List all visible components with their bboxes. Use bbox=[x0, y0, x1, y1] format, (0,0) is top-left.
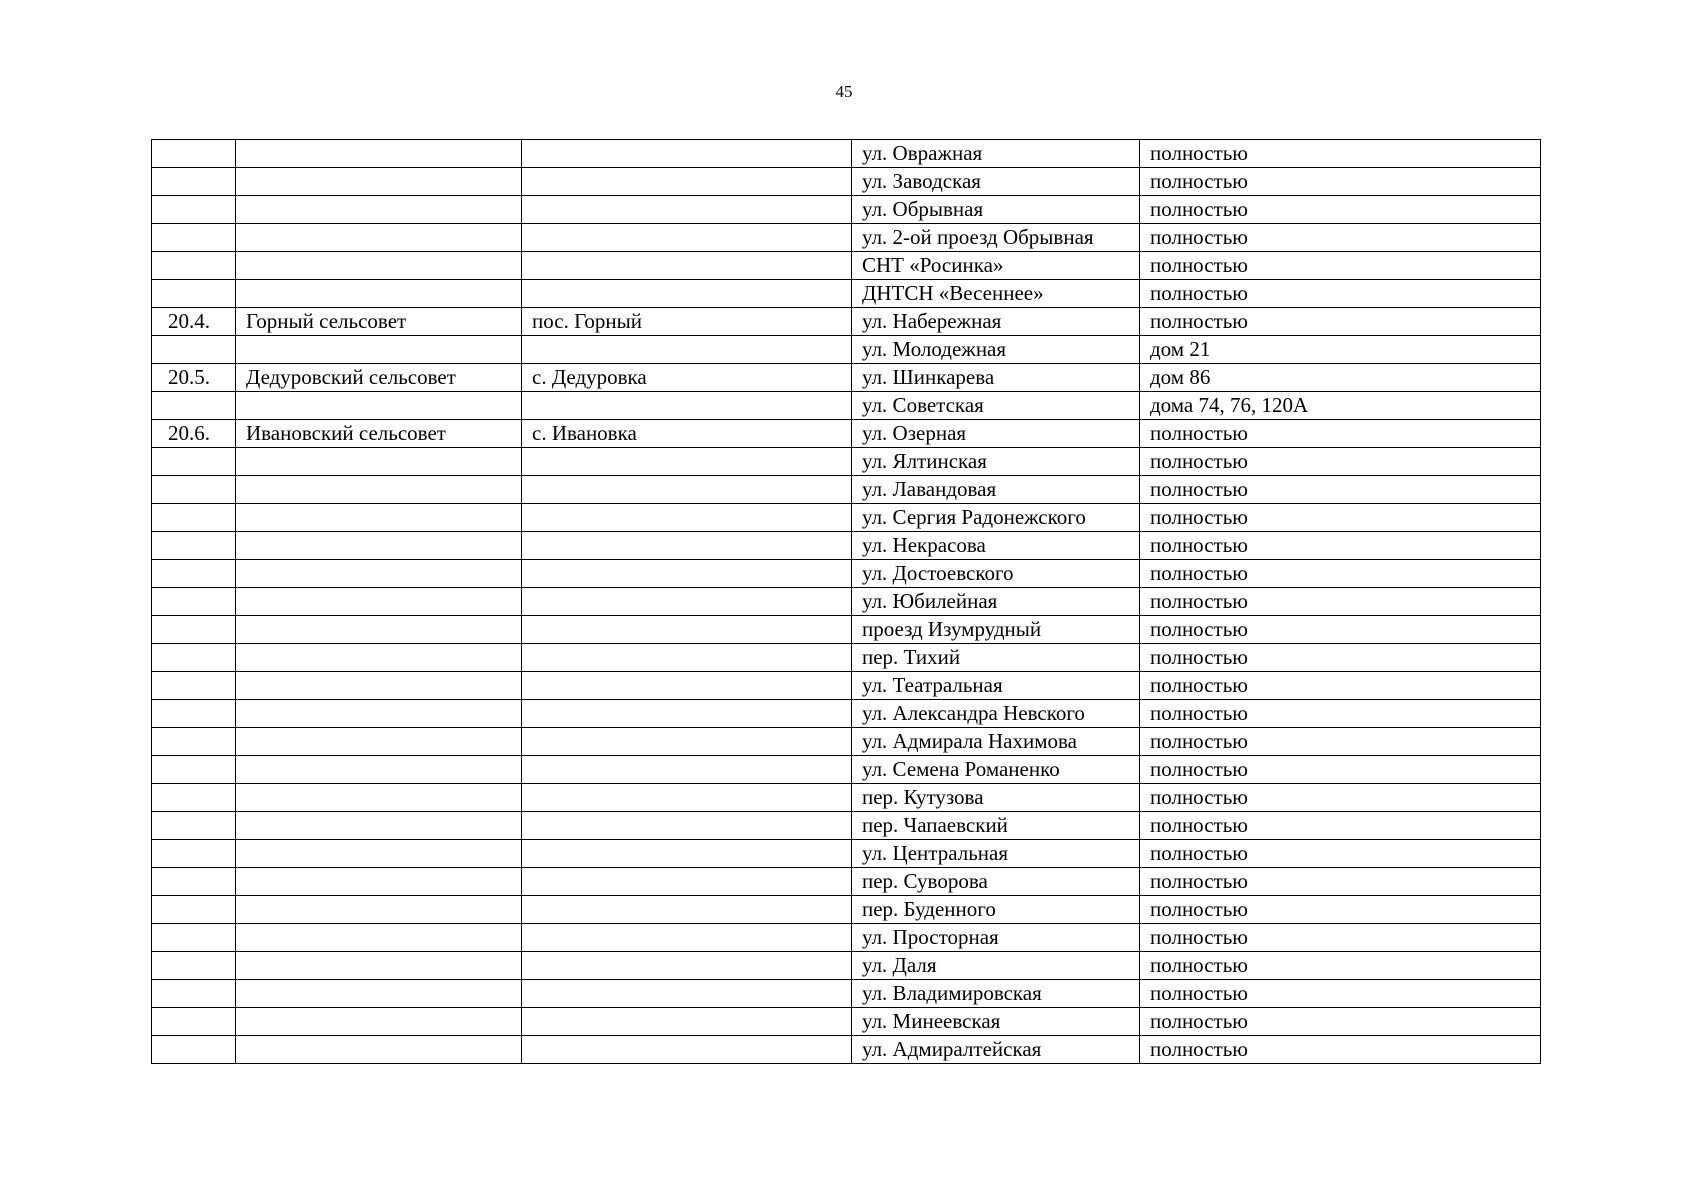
street-cell: ул. Сергия Радонежского bbox=[852, 504, 1140, 532]
council-cell bbox=[236, 644, 522, 672]
table-row bbox=[152, 728, 1541, 756]
table-row bbox=[152, 616, 1541, 644]
row-number-cell bbox=[152, 392, 236, 420]
row-number-cell bbox=[152, 784, 236, 812]
table-row bbox=[152, 952, 1541, 980]
council-cell bbox=[236, 840, 522, 868]
settlement-cell bbox=[522, 756, 852, 784]
extent-cell: полностью bbox=[1140, 252, 1541, 280]
settlement-cell bbox=[522, 952, 852, 980]
extent-cell: полностью bbox=[1140, 196, 1541, 224]
settlement-cell bbox=[522, 616, 852, 644]
council-cell bbox=[236, 728, 522, 756]
settlement-cell bbox=[522, 840, 852, 868]
settlement-cell: с. Дедуровка bbox=[522, 364, 852, 392]
row-number-cell bbox=[152, 980, 236, 1008]
table-row bbox=[152, 476, 1541, 504]
council-cell bbox=[236, 672, 522, 700]
settlement-cell bbox=[522, 896, 852, 924]
street-cell: пер. Чапаевский bbox=[852, 812, 1140, 840]
settlement-cell bbox=[522, 560, 852, 588]
page-number: 45 bbox=[835, 82, 853, 101]
extent-cell: полностью bbox=[1140, 840, 1541, 868]
row-number-cell: 20.4. bbox=[152, 308, 236, 336]
settlement-cell bbox=[522, 1036, 852, 1064]
settlement-cell bbox=[522, 700, 852, 728]
extent-cell: полностью bbox=[1140, 448, 1541, 476]
table-row bbox=[152, 980, 1541, 1008]
settlement-cell bbox=[522, 196, 852, 224]
street-cell: ул. Юбилейная bbox=[852, 588, 1140, 616]
extent-cell: полностью bbox=[1140, 588, 1541, 616]
council-cell bbox=[236, 980, 522, 1008]
row-number-cell bbox=[152, 560, 236, 588]
street-cell: ул. Минеевская bbox=[852, 1008, 1140, 1036]
extent-cell: полностью bbox=[1140, 504, 1541, 532]
council-cell bbox=[236, 168, 522, 196]
council-cell bbox=[236, 952, 522, 980]
table-row bbox=[152, 588, 1541, 616]
table-row bbox=[152, 672, 1541, 700]
extent-cell: полностью bbox=[1140, 140, 1541, 168]
row-number-cell bbox=[152, 252, 236, 280]
council-cell bbox=[236, 812, 522, 840]
settlement-cell bbox=[522, 644, 852, 672]
extent-cell: дом 21 bbox=[1140, 336, 1541, 364]
council-cell bbox=[236, 616, 522, 644]
settlement-cell bbox=[522, 392, 852, 420]
council-cell bbox=[236, 476, 522, 504]
table-body bbox=[152, 140, 1541, 1064]
table-row bbox=[152, 896, 1541, 924]
extent-cell: полностью bbox=[1140, 896, 1541, 924]
row-number-cell bbox=[152, 280, 236, 308]
street-cell: ул. Некрасова bbox=[852, 532, 1140, 560]
extent-cell: полностью bbox=[1140, 168, 1541, 196]
row-number-cell bbox=[152, 224, 236, 252]
extent-cell: полностью bbox=[1140, 700, 1541, 728]
street-cell: ул. Обрывная bbox=[852, 196, 1140, 224]
extent-cell: полностью bbox=[1140, 728, 1541, 756]
council-cell bbox=[236, 756, 522, 784]
street-cell: пер. Суворова bbox=[852, 868, 1140, 896]
council-cell bbox=[236, 196, 522, 224]
settlement-cell bbox=[522, 784, 852, 812]
row-number-cell bbox=[152, 476, 236, 504]
extent-cell: полностью bbox=[1140, 308, 1541, 336]
street-cell: проезд Изумрудный bbox=[852, 616, 1140, 644]
street-cell: ул. Советская bbox=[852, 392, 1140, 420]
street-cell: ул. Даля bbox=[852, 952, 1140, 980]
settlement-cell bbox=[522, 1008, 852, 1036]
row-number-cell bbox=[152, 504, 236, 532]
extent-cell: полностью bbox=[1140, 476, 1541, 504]
row-number-cell bbox=[152, 168, 236, 196]
row-number-cell bbox=[152, 448, 236, 476]
extent-cell: полностью bbox=[1140, 952, 1541, 980]
row-number-cell bbox=[152, 196, 236, 224]
settlement-cell bbox=[522, 980, 852, 1008]
row-number-cell bbox=[152, 644, 236, 672]
settlement-cell bbox=[522, 532, 852, 560]
street-cell: ул. 2-ой проезд Обрывная bbox=[852, 224, 1140, 252]
table-row bbox=[152, 448, 1541, 476]
row-number-cell bbox=[152, 336, 236, 364]
extent-cell: полностью bbox=[1140, 756, 1541, 784]
row-number-cell bbox=[152, 756, 236, 784]
extent-cell: дом 86 bbox=[1140, 364, 1541, 392]
table-row bbox=[152, 700, 1541, 728]
table-row bbox=[152, 784, 1541, 812]
extent-cell: полностью bbox=[1140, 616, 1541, 644]
street-cell: ул. Владимировская bbox=[852, 980, 1140, 1008]
table-row bbox=[152, 224, 1541, 252]
settlement-cell bbox=[522, 448, 852, 476]
extent-cell: полностью bbox=[1140, 980, 1541, 1008]
street-cell: ул. Лавандовая bbox=[852, 476, 1140, 504]
council-cell bbox=[236, 588, 522, 616]
settlement-cell bbox=[522, 476, 852, 504]
extent-cell: полностью bbox=[1140, 420, 1541, 448]
street-cell: ул. Набережная bbox=[852, 308, 1140, 336]
table-row bbox=[152, 392, 1541, 420]
settlement-cell bbox=[522, 280, 852, 308]
street-cell: ул. Шинкарева bbox=[852, 364, 1140, 392]
settlement-cell bbox=[522, 812, 852, 840]
council-cell bbox=[236, 532, 522, 560]
settlement-cell bbox=[522, 252, 852, 280]
row-number-cell bbox=[152, 868, 236, 896]
settlement-cell bbox=[522, 336, 852, 364]
street-cell: ул. Семена Романенко bbox=[852, 756, 1140, 784]
street-cell: ул. Александра Невского bbox=[852, 700, 1140, 728]
table-row bbox=[152, 196, 1541, 224]
extent-cell: полностью bbox=[1140, 784, 1541, 812]
street-cell: ДНТСН «Весеннее» bbox=[852, 280, 1140, 308]
council-cell bbox=[236, 252, 522, 280]
table-row bbox=[152, 532, 1541, 560]
street-cell: ул. Адмирала Нахимова bbox=[852, 728, 1140, 756]
table-row bbox=[152, 280, 1541, 308]
council-cell bbox=[236, 700, 522, 728]
street-cell: ул. Озерная bbox=[852, 420, 1140, 448]
council-cell bbox=[236, 224, 522, 252]
table-row bbox=[152, 1036, 1541, 1064]
table-row bbox=[152, 840, 1541, 868]
row-number-cell bbox=[152, 140, 236, 168]
council-cell: Горный сельсовет bbox=[236, 308, 522, 336]
street-cell: пер. Тихий bbox=[852, 644, 1140, 672]
extent-cell: полностью bbox=[1140, 224, 1541, 252]
extent-cell: полностью bbox=[1140, 672, 1541, 700]
row-number-cell bbox=[152, 532, 236, 560]
settlement-cell bbox=[522, 728, 852, 756]
street-cell: ул. Овражная bbox=[852, 140, 1140, 168]
row-number-cell bbox=[152, 924, 236, 952]
council-cell bbox=[236, 392, 522, 420]
row-number-cell bbox=[152, 1008, 236, 1036]
extent-cell: полностью bbox=[1140, 532, 1541, 560]
table-row bbox=[152, 504, 1541, 532]
settlement-cell bbox=[522, 140, 852, 168]
street-cell: ул. Центральная bbox=[852, 840, 1140, 868]
street-cell: ул. Заводская bbox=[852, 168, 1140, 196]
row-number-cell bbox=[152, 700, 236, 728]
row-number-cell bbox=[152, 728, 236, 756]
table-row bbox=[152, 756, 1541, 784]
settlement-cell: с. Ивановка bbox=[522, 420, 852, 448]
extent-cell: дома 74, 76, 120А bbox=[1140, 392, 1541, 420]
row-number-cell bbox=[152, 812, 236, 840]
street-cell: ул. Театральная bbox=[852, 672, 1140, 700]
extent-cell: полностью bbox=[1140, 924, 1541, 952]
table-row bbox=[152, 336, 1541, 364]
table-row bbox=[152, 252, 1541, 280]
row-number-cell bbox=[152, 896, 236, 924]
table-row bbox=[152, 812, 1541, 840]
table-row bbox=[152, 1008, 1541, 1036]
row-number-cell bbox=[152, 588, 236, 616]
table-row bbox=[152, 560, 1541, 588]
council-cell bbox=[236, 504, 522, 532]
extent-cell: полностью bbox=[1140, 644, 1541, 672]
settlement-cell bbox=[522, 588, 852, 616]
row-number-cell bbox=[152, 616, 236, 644]
row-number-cell bbox=[152, 1036, 236, 1064]
street-cell: СНТ «Росинка» bbox=[852, 252, 1140, 280]
council-cell bbox=[236, 280, 522, 308]
council-cell bbox=[236, 1008, 522, 1036]
council-cell bbox=[236, 1036, 522, 1064]
settlement-cell: пос. Горный bbox=[522, 308, 852, 336]
table-row bbox=[152, 168, 1541, 196]
street-cell: ул. Просторная bbox=[852, 924, 1140, 952]
council-cell bbox=[236, 140, 522, 168]
street-cell: ул. Адмиралтейская bbox=[852, 1036, 1140, 1064]
row-number-cell: 20.5. bbox=[152, 364, 236, 392]
settlement-cell bbox=[522, 672, 852, 700]
council-cell bbox=[236, 868, 522, 896]
council-cell bbox=[236, 924, 522, 952]
extent-cell: полностью bbox=[1140, 1036, 1541, 1064]
council-cell: Дедуровский сельсовет bbox=[236, 364, 522, 392]
street-cell: ул. Молодежная bbox=[852, 336, 1140, 364]
settlement-cell bbox=[522, 868, 852, 896]
council-cell bbox=[236, 896, 522, 924]
extent-cell: полностью bbox=[1140, 560, 1541, 588]
extent-cell: полностью bbox=[1140, 868, 1541, 896]
council-cell: Ивановский сельсовет bbox=[236, 420, 522, 448]
row-number-cell bbox=[152, 672, 236, 700]
extent-cell: полностью bbox=[1140, 280, 1541, 308]
settlement-cell bbox=[522, 924, 852, 952]
row-number-cell bbox=[152, 840, 236, 868]
council-cell bbox=[236, 784, 522, 812]
street-cell: пер. Буденного bbox=[852, 896, 1140, 924]
settlement-cell bbox=[522, 504, 852, 532]
street-cell: пер. Кутузова bbox=[852, 784, 1140, 812]
table-row bbox=[152, 644, 1541, 672]
table-row bbox=[152, 924, 1541, 952]
street-registry-table bbox=[151, 139, 1541, 1064]
row-number-cell bbox=[152, 952, 236, 980]
table-row bbox=[152, 420, 1541, 448]
council-cell bbox=[236, 336, 522, 364]
council-cell bbox=[236, 448, 522, 476]
extent-cell: полностью bbox=[1140, 812, 1541, 840]
settlement-cell bbox=[522, 168, 852, 196]
street-cell: ул. Достоевского bbox=[852, 560, 1140, 588]
settlement-cell bbox=[522, 224, 852, 252]
street-cell: ул. Ялтинская bbox=[852, 448, 1140, 476]
table-row bbox=[152, 364, 1541, 392]
row-number-cell: 20.6. bbox=[152, 420, 236, 448]
extent-cell: полностью bbox=[1140, 1008, 1541, 1036]
table-row bbox=[152, 868, 1541, 896]
council-cell bbox=[236, 560, 522, 588]
table-row bbox=[152, 308, 1541, 336]
table-row bbox=[152, 140, 1541, 168]
